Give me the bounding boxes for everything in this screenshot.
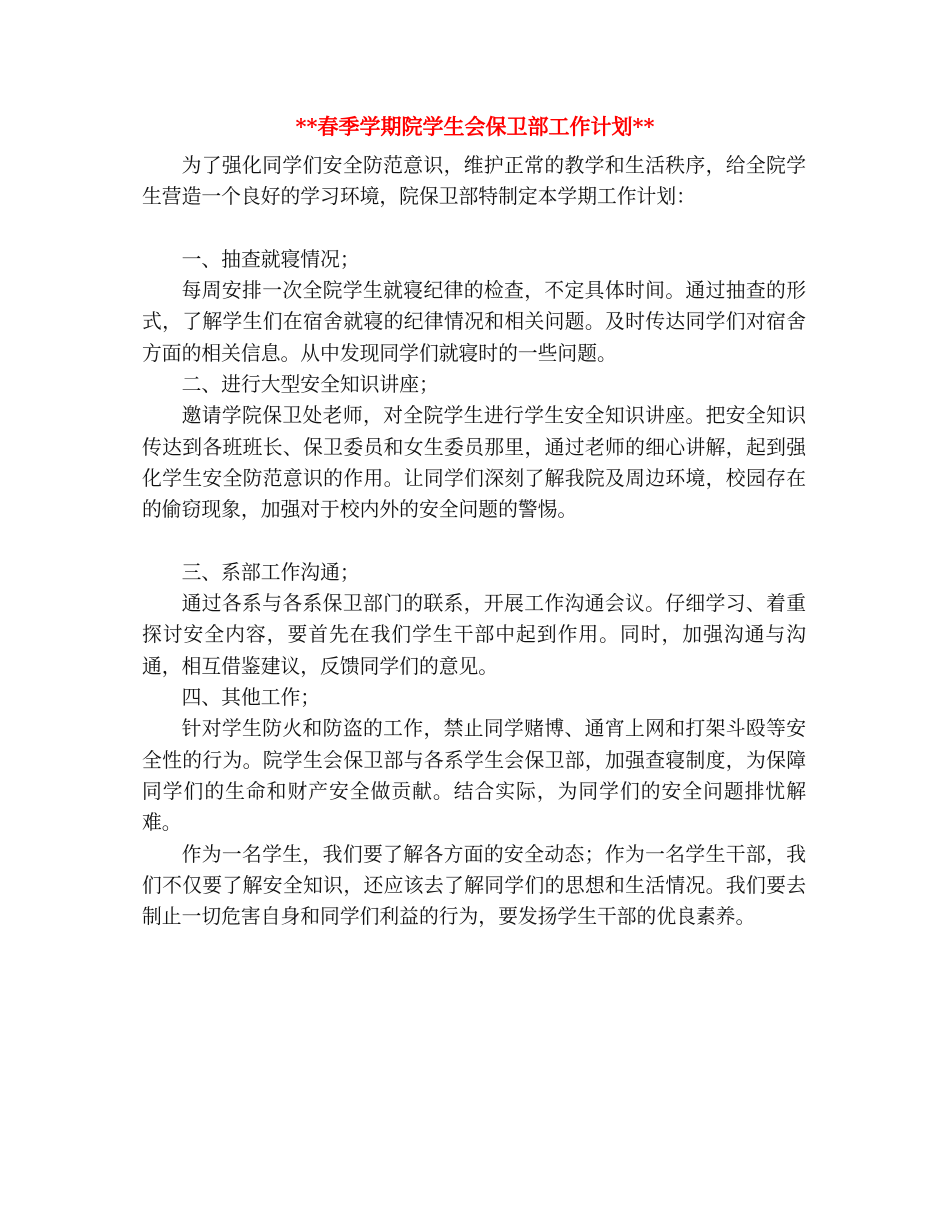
section-heading-4: 四、其他工作； <box>181 686 321 710</box>
paragraph-section-2: 邀请学院保卫处老师，对全院学生进行学生安全知识讲座。把安全知识传达到各班班长、保卫委员和女生委员那里，通过老师的细心讲解，起到强化学生安全防范意识的作用。让同学们深刻了解我院及周边环境，校园存在的偷窃现象，加强对于校内外的安全问题的警惕。 <box>142 404 806 522</box>
section-heading-2: 二、进行大型安全知识讲座； <box>181 373 439 397</box>
paragraph-intro: 为了强化同学们安全防范意识，维护正常的教学和生活秩序，给全院学生营造一个良好的学习环境，院保卫部特制定本学期工作计划： <box>142 154 806 209</box>
section-heading-1: 一、抽查就寝情况； <box>181 247 360 271</box>
document-body <box>142 150 806 932</box>
section-heading-3: 三、系部工作沟通； <box>181 560 360 584</box>
blank-line <box>142 526 806 557</box>
paragraph-conclusion: 作为一名学生，我们要了解各方面的安全动态；作为一名学生干部，我们不仅要了解安全知识，还应该去了解同学们的思想和生活情况。我们要去制止一切危害自身和同学们利益的行为，要发扬学生干部的优良素养。 <box>142 842 806 929</box>
blank-line <box>142 213 806 244</box>
document-title: **春季学期院学生会保卫部工作计划** <box>295 114 655 139</box>
paragraph-section-3: 通过各系与各系保卫部门的联系，开展工作沟通会议。仔细学习、着重探讨安全内容，要首先在我们学生干部中起到作用。同时，加强沟通与沟通，相互借鉴建议，反馈同学们的意见。 <box>142 592 806 678</box>
paragraph-section-4: 针对学生防火和防盗的工作，禁止同学赌博、通宵上网和打架斗殴等安全性的行为。院学生会保卫部与各系学生会保卫部，加强查寝制度，为保障同学们的生命和财产安全做贡献。结合实际，为同学们的安全问题排忧解难。 <box>142 717 806 835</box>
paragraph-section-1: 每周安排一次全院学生就寝纪律的检查，不定具体时间。通过抽查的形式，了解学生们在宿舍就寝的纪律情况和相关问题。及时传达同学们对宿舍方面的相关信息。从中发现同学们就寝时的一些问题。 <box>142 279 806 365</box>
